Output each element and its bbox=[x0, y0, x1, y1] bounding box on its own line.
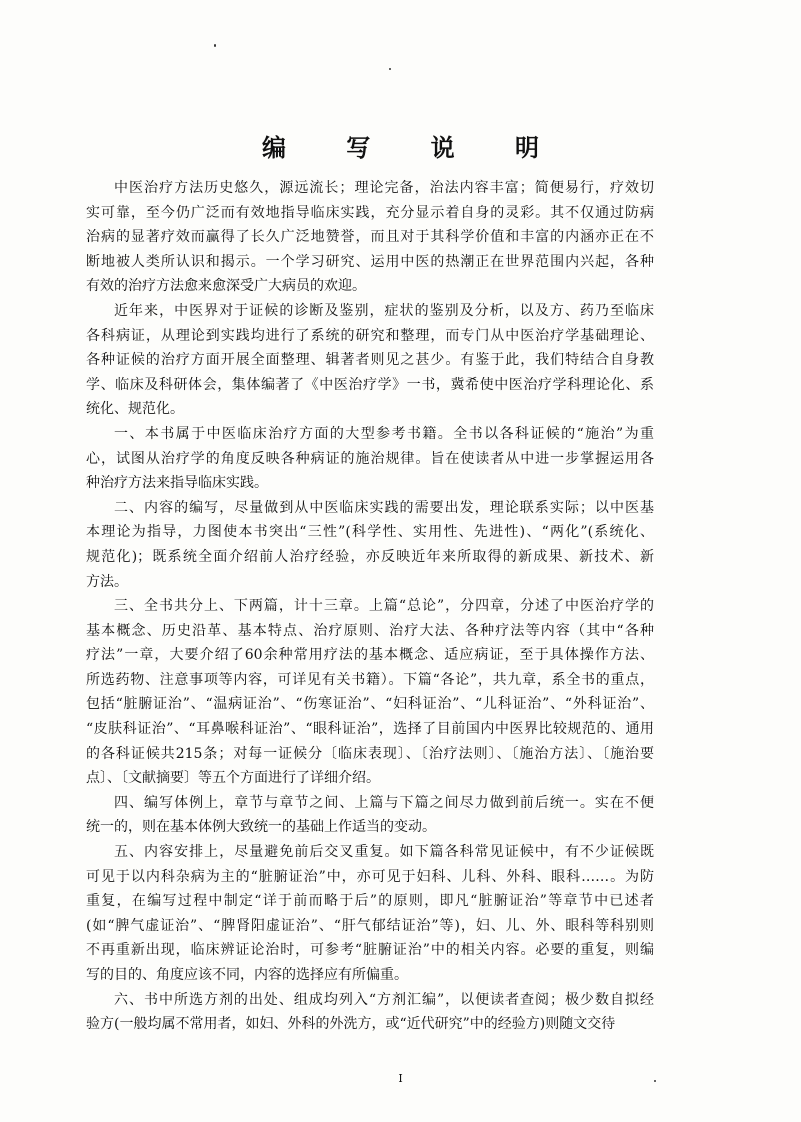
paragraph-line: 写的目的、角度应该不同，内容的选择应有所偏重。 bbox=[86, 967, 408, 983]
paragraph bbox=[86, 594, 654, 791]
paragraph-line: 可见于以内科杂病为主的“脏腑证治”中，亦可见于妇科、儿科、外科、眼科……。为防 bbox=[86, 868, 654, 885]
paragraph-line: 治病的显著疗效而赢得了长久广泛地赞誉，而且对于其科学价值和丰富的内涵亦正在不 bbox=[86, 229, 654, 246]
paragraph-line: 断地被人类所认识和揭示。一个学习研究、运用中医的热潮正在世界范围内兴起，各种 bbox=[86, 253, 654, 270]
paragraph-line: 四、编写体例上，章节与章节之间、上篇与下篇之间尽力做到前后统一。实在不便 bbox=[114, 794, 654, 811]
paragraph-line: 点〕、〔文献摘要〕等五个方面进行了详细介绍。 bbox=[86, 770, 380, 787]
paragraph bbox=[86, 176, 654, 299]
paragraph-line: 本理论为指导，力图使本书突出“三性”(科学性、实用性、先进性)、“两化”(系统化、 bbox=[86, 524, 654, 541]
paragraph-line: 重复，在编写过程中制定“详于前而略于后”的原则，即凡“脏腑证治”等章节中已述者 bbox=[86, 893, 654, 910]
page-title: 编 写 说 明 bbox=[261, 134, 566, 162]
paragraph-line: 统化、规范化。 bbox=[86, 401, 184, 418]
paragraph-line: 三、全书共分上、下两篇，计十三章。上篇“总论”，分四章，分述了中医治疗学的 bbox=[114, 598, 654, 615]
paragraph-line: 种治疗方法来指导临床实践。 bbox=[86, 475, 268, 492]
paragraph-line: 二、内容的编写，尽量做到从中医临床实践的需要出发，理论联系实际；以中医基 bbox=[114, 499, 654, 516]
paragraph-line: 包括“脏腑证治”、“温病证治”、“伤寒证治”、“妇科证治”、“儿科证治”、“外科证治”、 bbox=[86, 696, 654, 713]
paragraph-line: 统一的，则在基本体例大致统一的基础上作适当的变动。 bbox=[86, 819, 436, 836]
paragraph-line: 学、临床及科研体会，集体编著了《中医治疗学》一书，冀希使中医治疗学科理论化、系 bbox=[86, 376, 654, 393]
paragraph-line: 中医治疗方法历史悠久，源远流长；理论完备，治法内容丰富；简便易行，疗效切 bbox=[114, 180, 654, 196]
paragraph-line: 所选药物、注意事项等内容，可详见有关书籍）。下篇“各论”，共九章，系全书的重点， bbox=[86, 671, 654, 688]
paragraph-line: 各种证候的治疗方面开展全面整理、辑著者则见之甚少。有鉴于此，我们特结合自身教 bbox=[86, 352, 654, 369]
paragraph-line: 不再重新出现，临床辨证论治时，可参考“脏腑证治”中的相关内容。必要的重复，则编 bbox=[86, 942, 654, 959]
paragraph bbox=[86, 299, 654, 422]
paragraph-line: 实可靠，至今仍广泛而有效地指导临床实践，充分显示着自身的灵彩。其不仅通过防病 bbox=[86, 204, 654, 221]
paragraph-line: 验方(一般均属不常用者，如妇、外科的外洗方，或“近代研究”中的经验方)则随文交待 bbox=[86, 1016, 616, 1033]
paragraph-line: 近年来，中医界对于证候的诊断及鉴别，症状的鉴别及分析，以及方、药乃至临床 bbox=[114, 302, 654, 319]
scan-speck bbox=[214, 44, 216, 47]
paragraph-line: 一、本书属于中医临床治疗方面的大型参考书籍。全书以各科证候的“施治”为重 bbox=[114, 425, 654, 442]
body-text bbox=[86, 176, 654, 1037]
paragraph bbox=[86, 422, 654, 496]
paragraph-line: 疗法”一章，大要介绍了60余种常用疗法的基本概念、适应病证，至于具体操作方法、 bbox=[86, 647, 654, 664]
paragraph-line: 各科病证，从理论到实践均进行了系统的研究和整理，而专门从中医治疗学基础理论、 bbox=[86, 327, 654, 344]
paragraph-line: 规范化)；既系统全面介绍前人治疗经验，亦反映近年来所取得的新成果、新技术、新 bbox=[86, 548, 654, 565]
paragraph-line: 基本概念、历史沿革、基本特点、治疗原则、治疗大法、各种疗法等内容（其中“各种 bbox=[86, 622, 654, 639]
paragraph bbox=[86, 988, 654, 1037]
paragraph-line: “皮肤科证治”、“耳鼻喉科证治”、“眼科证治”，选择了目前国内中医界比较规范的、通用 bbox=[86, 721, 654, 738]
paragraph-line: (如“脾气虚证治”、“脾肾阳虚证治”、“肝气郁结证治”等)，妇、儿、外、眼科等科别则 bbox=[86, 917, 654, 934]
paragraph bbox=[86, 496, 654, 594]
paragraph-line: 五、内容安排上，尽量避免前后交叉重复。如下篇各科常见证候中，有不少证候既 bbox=[114, 844, 654, 861]
paragraph-line: 心，试图从治疗学的角度反映各种病证的施治规律。旨在使读者从中进一步掌握运用各 bbox=[86, 450, 654, 467]
paragraph bbox=[86, 791, 654, 840]
paragraph-line: 的各科证候共215条；对每一证候分〔临床表现〕、〔治疗法则〕、〔施治方法〕、〔施治要 bbox=[86, 745, 654, 762]
scan-speck bbox=[654, 1080, 656, 1082]
paragraph-line: 方法。 bbox=[86, 573, 128, 590]
page-number: I bbox=[398, 1072, 403, 1085]
scan-speck bbox=[389, 68, 391, 70]
paragraph-line: 有效的治疗方法愈来愈深受广大病员的欢迎。 bbox=[86, 278, 366, 295]
paragraph-line: 六、书中所选方剂的出处、组成均列入“方剂汇编”，以便读者查阅；极少数自拟经 bbox=[114, 991, 654, 1008]
paragraph bbox=[86, 840, 654, 988]
